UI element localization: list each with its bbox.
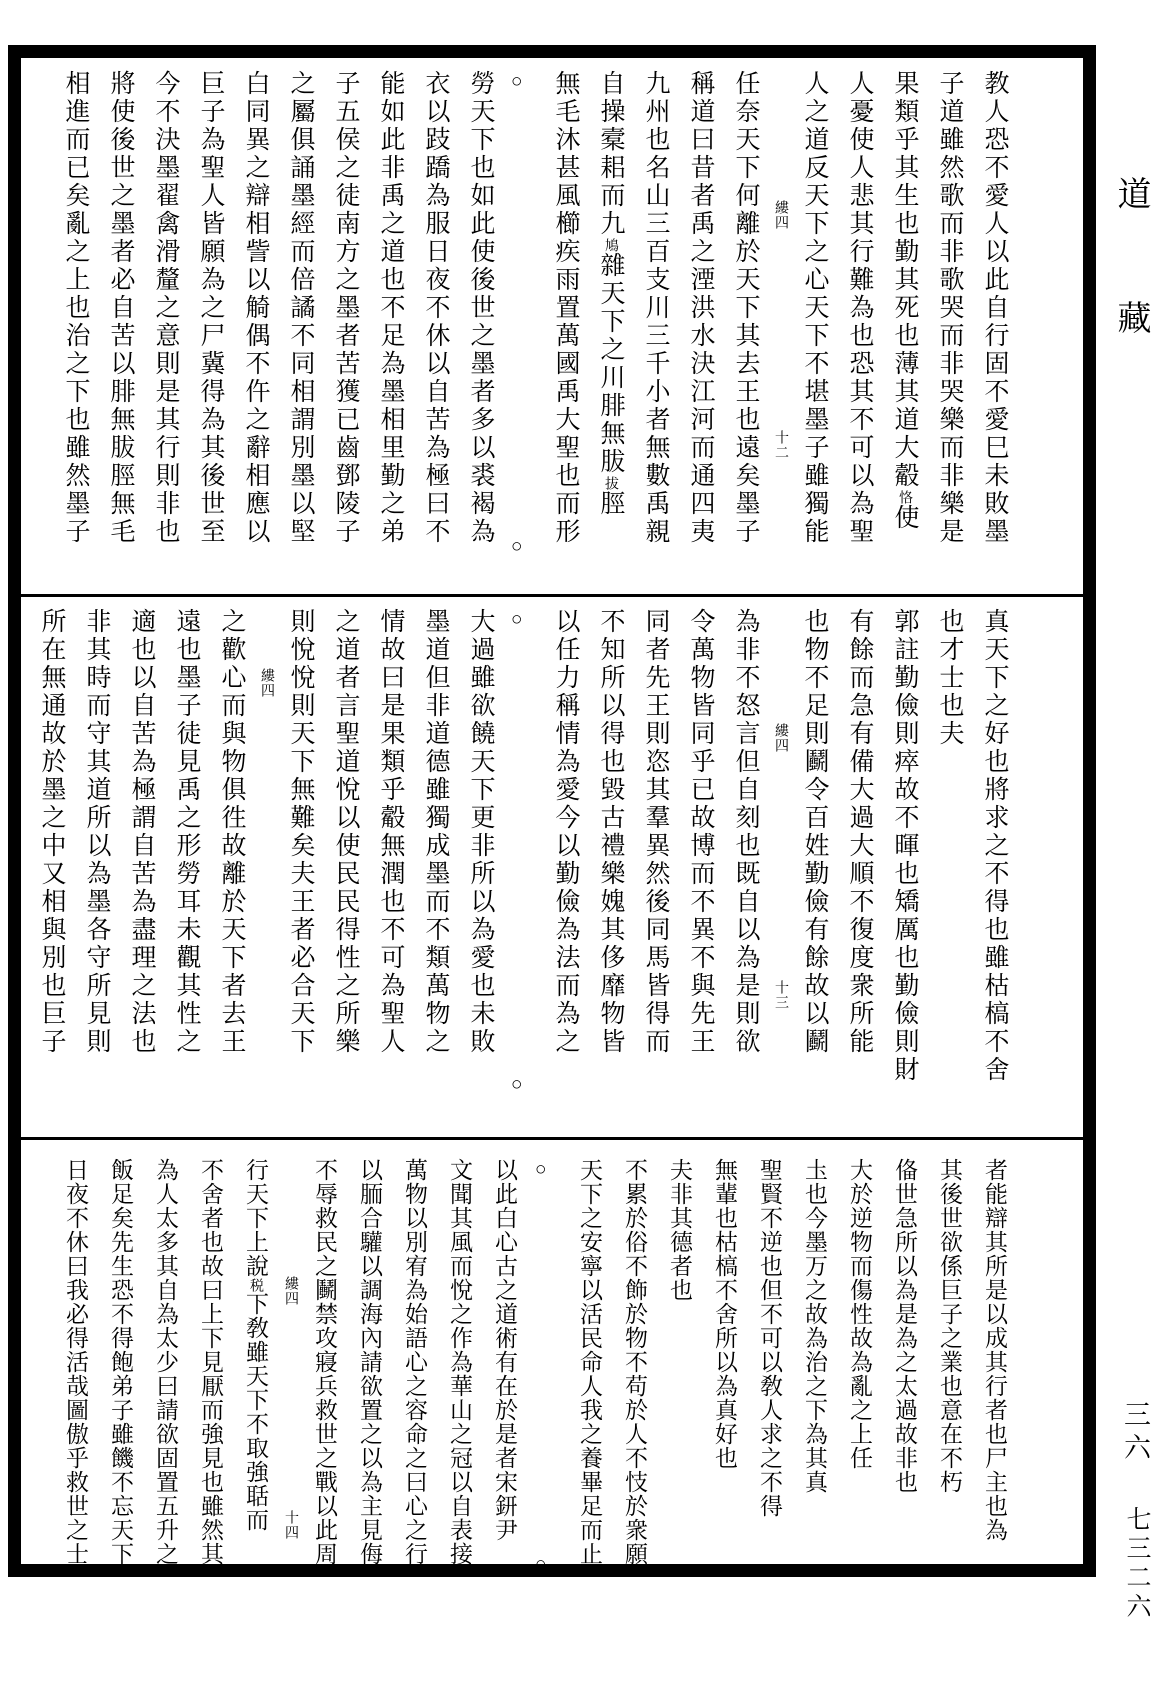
column-text: 同者先王則恣其羣異然後同馬皆得而 xyxy=(642,608,669,1056)
text-column xyxy=(723,70,768,546)
text-column xyxy=(678,608,723,1056)
column-text: 俻世急所以為是為之太過故非也 xyxy=(892,1158,917,1494)
text-column xyxy=(792,1158,837,1494)
text-column xyxy=(164,608,209,1056)
register-divider-line xyxy=(21,1137,1083,1140)
column-text: 大於逆物而傷性故為亂之上任 xyxy=(847,1158,872,1470)
column-text: 九州也名山三百支川三千小者無數禹親 xyxy=(642,70,669,546)
column-text: 以此白心古之道術有在於是者宋鈃尹 xyxy=(492,1158,517,1542)
text-column xyxy=(588,608,633,1056)
column-text: 勞天下也如此使後世之墨者多以裘褐為 xyxy=(467,70,494,546)
text-column xyxy=(188,70,233,546)
column-text: 將使後世之墨者必自苦以腓無胈脛無毛 xyxy=(107,70,134,546)
text-column xyxy=(927,70,972,546)
text-column xyxy=(882,608,927,1084)
text-column xyxy=(233,1158,278,1532)
text-column xyxy=(458,70,503,546)
continuous-page-number: 七三二六 xyxy=(1123,1506,1150,1622)
gloss-character: 恪 xyxy=(897,490,912,504)
column-text: 白同異之辯相訾以觭偶不仵之辭相應以 xyxy=(242,70,269,546)
column-text: 日夜不休曰我必得活哉圖傲乎救世之士 xyxy=(63,1158,88,1566)
column-text: 為人太多其自為太少曰請欲固置五升之 xyxy=(153,1158,178,1566)
fascicle-page-number: 三六 xyxy=(1120,1400,1150,1466)
column-text: 今不決墨翟禽滑釐之意則是其行則非也 xyxy=(152,70,179,546)
column-text: 墨道但非道德雖獨成墨而不類萬物之 xyxy=(422,608,449,1056)
text-column xyxy=(413,608,458,1056)
column-text: 者能辯其所是以成其行者也尸主也為 xyxy=(982,1158,1007,1542)
text-column xyxy=(882,70,927,532)
column-text: 情故曰是果類乎觳無潤也不可為聖人 xyxy=(377,608,404,1056)
gloss-character: 鳩 xyxy=(603,238,618,252)
column-text: 萬物以別宥為始語心之容命之曰心之行 xyxy=(402,1158,427,1566)
column-text: 也物不足則鬬令百姓勤儉有餘故以鬬 xyxy=(801,608,828,1056)
column-text: 夫非其德者也 xyxy=(667,1158,692,1302)
column-text: 令萬物皆同乎已故博而不異不與先王 xyxy=(687,608,714,1056)
text-column xyxy=(972,608,1017,1084)
column-text: 之道者言聖道悅以使民民得性之所樂 xyxy=(332,608,359,1056)
text-column xyxy=(413,70,458,546)
page-border-frame xyxy=(8,45,1096,1577)
text-column xyxy=(837,1158,882,1470)
column-text: 不辱救民之鬭禁攻寢兵救世之戰以此周 xyxy=(312,1158,337,1566)
text-column xyxy=(392,1158,437,1566)
fascicle-marker-label: 縷四 xyxy=(283,1276,298,1306)
text-column xyxy=(458,608,503,1056)
column-text: 不知所以得也毀古禮樂媿其侈靡物皆 xyxy=(597,608,624,1056)
column-text: 使 xyxy=(891,504,918,532)
canon-title-label-zang: 藏 xyxy=(1112,300,1149,334)
column-text: 雜天下之川腓無胈 xyxy=(597,252,624,476)
column-text: 教人恐不愛人以此自行固不愛巳未敗墨 xyxy=(981,70,1008,546)
section-break-circle: ○ xyxy=(511,609,523,630)
column-text: 遠也墨子徒見禹之形勞耳未觀其性之 xyxy=(173,608,200,1056)
column-text: 任奈天下何離於天下其去王也遠矣墨子 xyxy=(732,70,759,546)
folio-marker-column xyxy=(278,1158,302,1568)
text-column xyxy=(188,1158,233,1566)
text-register-top xyxy=(53,70,1017,557)
text-column xyxy=(119,608,164,1056)
text-column xyxy=(302,1158,347,1566)
text-column xyxy=(657,1158,702,1302)
text-column xyxy=(972,1158,1017,1542)
canon-title-label-dao: 道 xyxy=(1112,176,1149,210)
text-register-bottom xyxy=(53,1158,1017,1575)
text-column xyxy=(347,1158,392,1566)
column-text: 人憂使人悲其行難為也恐其不可以為聖 xyxy=(846,70,873,546)
column-text: 子道雖然歌而非歌哭而非哭樂而非樂是 xyxy=(936,70,963,546)
column-text: 人之道反天下之心天下不堪墨子雖獨能 xyxy=(801,70,828,546)
section-break-circle: ○ xyxy=(535,1554,547,1575)
text-column xyxy=(747,1158,792,1518)
folio-marker-column xyxy=(254,608,278,1088)
column-text: 以任力稱情為愛今以勤儉為法而為之 xyxy=(552,608,579,1056)
column-text: 之歡心而與物俱徃故離於天下者去王 xyxy=(218,608,245,1056)
folio-number-label: 十四 xyxy=(283,1510,298,1540)
column-text: 相進而已矣亂之上也治之下也雖然墨子 xyxy=(62,70,89,546)
column-text: 不累於俗不飾於物不苟於人不忮於衆願 xyxy=(622,1158,647,1566)
text-column xyxy=(678,70,723,546)
text-column xyxy=(437,1158,482,1566)
column-text: 文聞其風而悅之作為華山之冠以自表接 xyxy=(447,1158,472,1566)
column-text: 聖賢不逆也但不可以敎人求之不得 xyxy=(757,1158,782,1518)
text-column xyxy=(588,70,633,518)
column-text: 天下之安寧以活民命人我之養畢足而止 xyxy=(577,1158,602,1566)
text-column xyxy=(543,70,588,546)
text-column xyxy=(323,70,368,546)
fascicle-marker-label: 縷四 xyxy=(773,723,788,753)
gloss-character: 税 xyxy=(248,1278,263,1292)
text-column xyxy=(633,608,678,1056)
column-text: 其後世欲係巨子之業也意在不朽 xyxy=(937,1158,962,1494)
section-break-column xyxy=(503,608,543,1095)
text-column xyxy=(723,608,768,1056)
column-text: 適也以自苦為極謂自苦為盡理之法也 xyxy=(128,608,155,1056)
column-text: 也才士也夫 xyxy=(936,608,963,748)
column-text: 飯足矣先生恐不得飽弟子雖饑不忘天下 xyxy=(108,1158,133,1566)
column-text: 為非不怒言但自刻也既自以為是則欲 xyxy=(732,608,759,1056)
column-text: 巨子為聖人皆願為之尸冀得為其後世至 xyxy=(197,70,224,546)
folio-marker-column xyxy=(768,70,792,550)
column-text: 圡也今墨万之故為治之下為其真 xyxy=(802,1158,827,1494)
text-column xyxy=(29,608,74,1056)
gloss-character: 拔 xyxy=(603,476,618,490)
column-text: 自操槖耜而九 xyxy=(597,70,624,238)
text-column xyxy=(612,1158,657,1566)
column-text: 能如此非禹之道也不足為墨相里勤之弟 xyxy=(377,70,404,546)
column-text: 脛 xyxy=(597,490,624,518)
fascicle-marker-label: 縷四 xyxy=(259,668,274,698)
column-text: 大過雖欲饒天下更非所以為愛也未敗 xyxy=(467,608,494,1056)
text-column xyxy=(278,608,323,1056)
column-text: 行天下上說 xyxy=(243,1158,268,1278)
text-column xyxy=(792,70,837,546)
section-break-column xyxy=(503,70,543,557)
text-column xyxy=(633,70,678,546)
text-column xyxy=(53,70,98,546)
column-text: 稱道曰昔者禹之湮洪水決江河而通四夷 xyxy=(687,70,714,546)
column-text: 所在無通故於墨之中又相與別也巨子 xyxy=(38,608,65,1056)
text-column xyxy=(98,70,143,546)
text-column xyxy=(837,608,882,1056)
column-text: 非其時而守其道所以為墨各守所見則 xyxy=(83,608,110,1056)
column-text: 無輩也枯槁不舍所以為真好也 xyxy=(712,1158,737,1470)
section-break-circle: ○ xyxy=(511,71,523,92)
column-text: 不舍者也故曰上下見厭而強見也雖然其 xyxy=(198,1158,223,1566)
folio-number-label: 十三 xyxy=(773,980,788,1010)
text-column xyxy=(972,70,1017,546)
folio-marker-column xyxy=(768,608,792,1088)
text-column xyxy=(567,1158,612,1566)
text-column xyxy=(482,1158,527,1542)
folio-number-label: 十二 xyxy=(773,430,788,460)
fascicle-marker-label: 縷四 xyxy=(773,200,788,230)
column-text: 下敎雖天下不取強聒而 xyxy=(243,1292,268,1532)
text-column xyxy=(278,70,323,546)
text-column xyxy=(368,608,413,1056)
text-column xyxy=(98,1158,143,1566)
column-text: 無毛沐甚風櫛疾雨置萬國禹大聖也而形 xyxy=(552,70,579,546)
text-column xyxy=(882,1158,927,1494)
column-text: 以胹合驩以調海內請欲置之以為主見侮 xyxy=(357,1158,382,1566)
text-column xyxy=(927,1158,972,1494)
text-column xyxy=(233,70,278,546)
column-text: 子五侯之徒南方之墨者苦獲已齒鄧陵子 xyxy=(332,70,359,546)
text-column xyxy=(53,1158,98,1566)
text-column xyxy=(543,608,588,1056)
text-column xyxy=(143,70,188,546)
page-text-area xyxy=(21,58,1083,1575)
text-column xyxy=(74,608,119,1056)
register-divider-line xyxy=(21,594,1083,597)
text-column xyxy=(702,1158,747,1470)
column-text: 則悅悅則天下無難矣夫王者必合天下 xyxy=(287,608,314,1056)
column-text: 郭註勤儉則瘁故不暉也矯厲也勤儉則財 xyxy=(891,608,918,1084)
text-column xyxy=(927,608,972,748)
column-text: 之屬俱誦墨經而倍譎不同相謂別墨以堅 xyxy=(287,70,314,546)
column-text: 衣以跂蹻為服日夜不休以自苦為極曰不 xyxy=(422,70,449,546)
text-column xyxy=(792,608,837,1056)
section-break-column xyxy=(527,1158,567,1575)
text-column xyxy=(323,608,368,1056)
column-text: 有餘而急有備大過大順不復度衆所能 xyxy=(846,608,873,1056)
section-break-circle: ○ xyxy=(511,536,523,557)
text-column xyxy=(368,70,413,546)
section-break-circle: ○ xyxy=(511,1074,523,1095)
section-break-circle: ○ xyxy=(535,1159,547,1180)
text-register-middle xyxy=(29,608,1017,1095)
text-column xyxy=(143,1158,188,1566)
text-column xyxy=(209,608,254,1056)
column-text: 果類乎其生也勤其死也薄其道大觳 xyxy=(891,70,918,490)
text-column xyxy=(837,70,882,546)
column-text: 真天下之好也將求之不得也雖枯槁不舍 xyxy=(981,608,1008,1084)
